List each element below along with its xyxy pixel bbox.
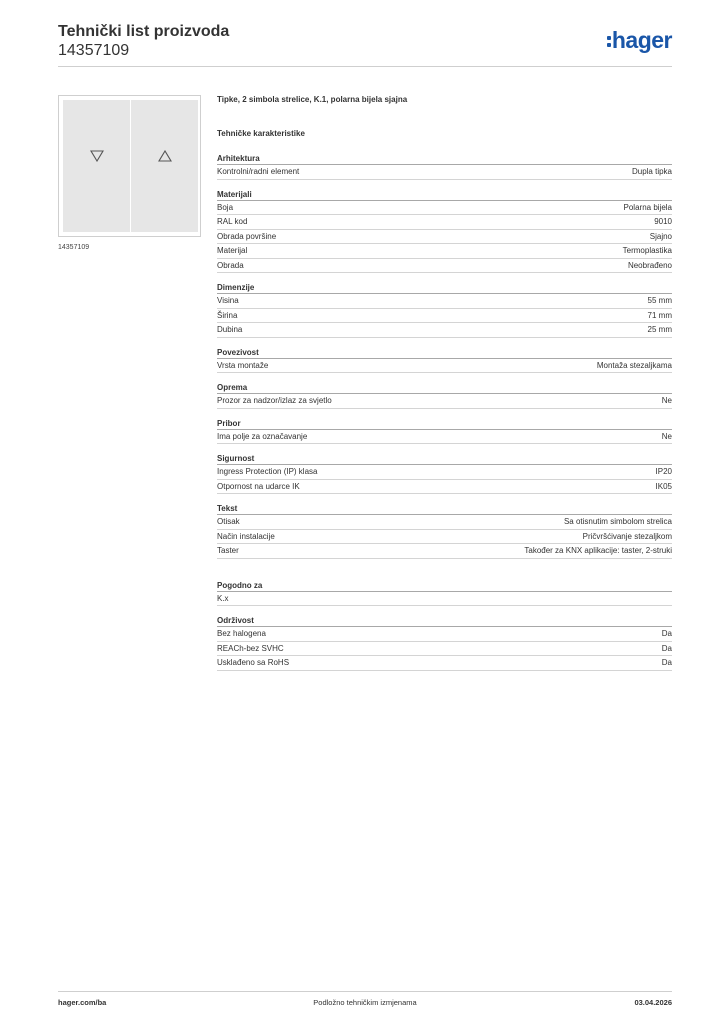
product-description: Tipke, 2 simbola strelice, K.1, polarna bijela sjajna bbox=[217, 95, 408, 104]
spec-row bbox=[217, 323, 672, 338]
spec-label: Obrada površine bbox=[217, 231, 277, 241]
logo-text: hager bbox=[611, 27, 672, 53]
spec-row bbox=[217, 294, 672, 309]
spec-value: Da bbox=[661, 658, 672, 667]
spec-label: Boja bbox=[217, 202, 234, 212]
spec-row bbox=[217, 465, 672, 480]
spec-label: Obrada bbox=[217, 260, 244, 270]
spec-label: Širina bbox=[217, 310, 238, 320]
footer-date: 03.04.2026 bbox=[634, 998, 672, 1007]
spec-row bbox=[217, 515, 672, 530]
spec-group-title: Oprema bbox=[217, 382, 672, 394]
spec-group bbox=[217, 382, 672, 409]
spec-group bbox=[217, 418, 672, 445]
spec-group bbox=[217, 453, 672, 494]
spec-value: Pričvršćivanje stezaljkom bbox=[582, 531, 672, 541]
spec-row bbox=[217, 642, 672, 657]
spec-label: Prozor za nadzor/izlaz za svjetlo bbox=[217, 396, 332, 405]
spec-value: Ne bbox=[661, 431, 672, 441]
spec-group bbox=[217, 615, 672, 671]
spec-label: Visina bbox=[217, 296, 239, 305]
spec-row bbox=[217, 165, 672, 180]
document-title: Tehnički list proizvoda bbox=[58, 23, 230, 40]
spec-value: Ne bbox=[661, 396, 672, 405]
spec-row bbox=[217, 656, 672, 671]
spec-label: Taster bbox=[217, 546, 239, 555]
spec-label: Bez halogena bbox=[217, 629, 266, 638]
spec-row bbox=[217, 259, 672, 274]
spec-row bbox=[217, 430, 672, 445]
spec-group-title: Materijali bbox=[217, 189, 672, 201]
spec-label: Usklađeno sa RoHS bbox=[217, 658, 290, 667]
spec-value: Sa otisnutim simbolom strelica bbox=[563, 517, 672, 526]
spec-value: IK05 bbox=[655, 481, 672, 491]
spec-value: Neobrađeno bbox=[627, 260, 672, 270]
document-header bbox=[58, 22, 229, 60]
spec-value: Također za KNX aplikacije: taster, 2-struki bbox=[524, 546, 672, 555]
spec-label: Dubina bbox=[217, 325, 243, 334]
spec-row bbox=[217, 201, 672, 216]
hager-logo bbox=[607, 28, 672, 52]
spec-label: Otpornost na udarce IK bbox=[217, 481, 300, 491]
spec-row bbox=[217, 244, 672, 259]
spec-value: 71 mm bbox=[647, 310, 672, 320]
spec-group bbox=[217, 153, 672, 180]
spec-group bbox=[217, 282, 672, 338]
spec-group-title: Pribor bbox=[217, 418, 672, 430]
spec-groups bbox=[217, 153, 672, 671]
spec-group bbox=[217, 189, 672, 274]
spec-value: Polarna bijela bbox=[623, 202, 672, 212]
specifications bbox=[217, 95, 672, 680]
spec-row bbox=[217, 309, 672, 324]
spec-label: K.x bbox=[217, 593, 229, 603]
spec-value: 9010 bbox=[654, 217, 672, 226]
spec-label: Ingress Protection (IP) klasa bbox=[217, 467, 318, 476]
spec-row bbox=[217, 530, 672, 545]
spec-row bbox=[217, 544, 672, 559]
spec-group-title: Sigurnost bbox=[217, 453, 672, 465]
spec-group bbox=[217, 347, 672, 374]
header-divider bbox=[58, 66, 672, 67]
spec-value: Sjajno bbox=[649, 231, 672, 241]
image-caption: 14357109 bbox=[58, 244, 90, 251]
spec-group-title: Pogodno za bbox=[217, 580, 672, 592]
spec-label: REACh-bez SVHC bbox=[217, 643, 284, 653]
section-title: Tehničke karakteristike bbox=[217, 129, 305, 138]
rocker-left bbox=[63, 100, 130, 232]
spec-label: Kontrolni/radni element bbox=[217, 167, 300, 176]
spec-group-title: Povezivost bbox=[217, 347, 672, 359]
footer-note: Podložno tehničkim izmjenama bbox=[313, 998, 417, 1007]
spec-row bbox=[217, 230, 672, 245]
spec-value: 55 mm bbox=[647, 296, 672, 305]
spec-row bbox=[217, 359, 672, 374]
logo-dots-icon bbox=[607, 36, 611, 47]
spec-group-title: Arhitektura bbox=[217, 153, 672, 165]
spec-value: Montaža stezaljkama bbox=[596, 360, 672, 370]
spec-group-title: Održivost bbox=[217, 615, 672, 627]
spec-row bbox=[217, 627, 672, 642]
arrow-down-icon bbox=[90, 150, 104, 162]
spec-group-title: Tekst bbox=[217, 503, 672, 515]
spec-row bbox=[217, 480, 672, 495]
spec-label: Ima polje za označavanje bbox=[217, 431, 308, 441]
spec-value: Termoplastika bbox=[622, 246, 672, 255]
spec-group-title: Dimenzije bbox=[217, 282, 672, 294]
spec-row bbox=[217, 215, 672, 230]
spec-value: Da bbox=[661, 643, 672, 653]
spec-label: Način instalacije bbox=[217, 531, 275, 541]
spec-label: Vrsta montaže bbox=[217, 360, 269, 370]
spec-label: RAL kod bbox=[217, 217, 248, 226]
footer-divider bbox=[58, 991, 672, 992]
footer-website[interactable]: hager.com/ba bbox=[58, 998, 107, 1007]
spec-value: 25 mm bbox=[647, 325, 672, 334]
spec-group bbox=[217, 580, 672, 607]
product-number: 14357109 bbox=[58, 42, 130, 59]
spec-group bbox=[217, 503, 672, 559]
spec-value: IP20 bbox=[655, 467, 672, 476]
spec-row bbox=[217, 592, 672, 607]
spec-value: Da bbox=[661, 629, 672, 638]
spec-label: Otisak bbox=[217, 517, 240, 526]
spec-label: Materijal bbox=[217, 246, 248, 255]
spec-row bbox=[217, 394, 672, 409]
rocker-right bbox=[131, 100, 198, 232]
spec-value: Dupla tipka bbox=[631, 167, 672, 176]
arrow-up-icon bbox=[158, 150, 172, 162]
product-image bbox=[58, 95, 201, 237]
